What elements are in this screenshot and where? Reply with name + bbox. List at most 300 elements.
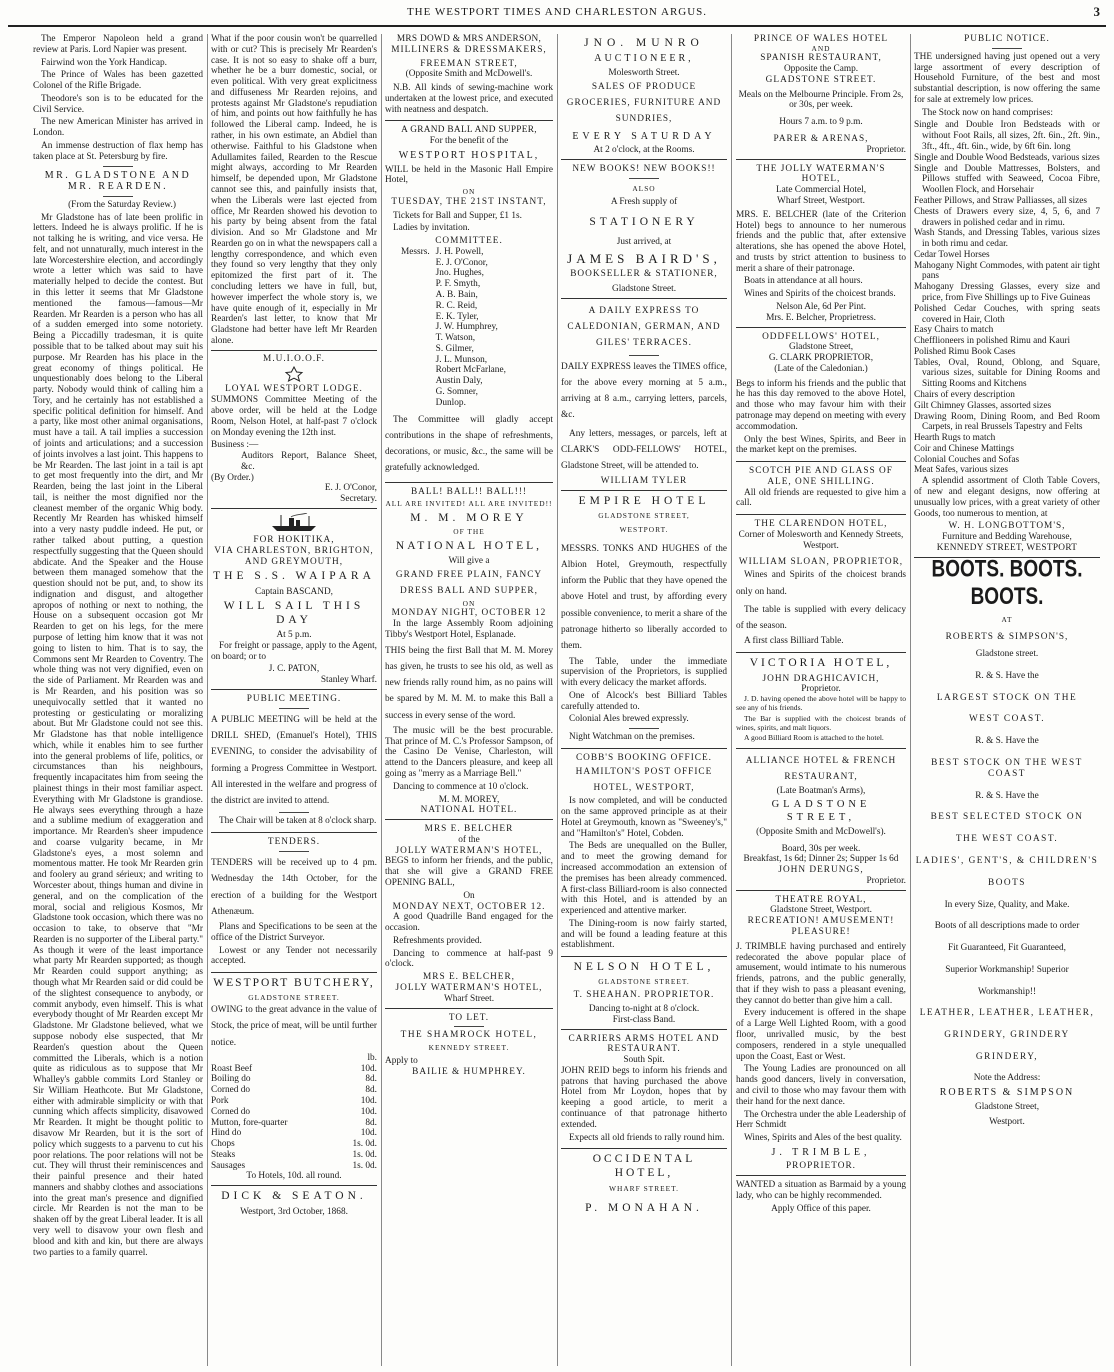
lodge-signer: E. J. O'Conor, [324,483,377,494]
price-item: Mutton, fore-quarter [211,1117,288,1128]
header-rule [8,25,1106,27]
alliance-prop: Proprietor. [866,875,906,886]
furniture-item: Single and Double Wood Bedsteads, various sizes [914,152,1100,163]
belcher-band: A good Quadrille Band engaged for the occasion. [385,912,553,934]
price-item: Sausages [211,1160,246,1171]
committee-names [436,247,506,409]
committee-member: J. H. Powell, [435,246,484,257]
furniture-item: Cedar Towel Horses [914,249,990,260]
price-value: 1s. 0d. [352,1160,377,1171]
price-value: 10d. [360,1128,377,1139]
committee-member: E. K. Tyler, [435,311,479,322]
steamer-destination: FOR HOKITIKA, [253,535,335,546]
boots-line: Workmanship!! [977,986,1037,997]
empire-ale: Colonial Ales brewed expressly. [569,714,689,725]
auctioneer-every: EVERY SATURDAY [572,130,716,142]
committee-messrs: Messrs. [401,246,430,257]
prince-title: PRINCE OF WALES HOTEL [753,34,889,44]
ball-benefit: For the benefit of the [429,136,509,147]
victoria-name: JOHN DRAGHICAVICH, [762,673,880,684]
brief: The Emperor Napoleon held a grand review at Paris. Lord Napier was present. [33,34,203,55]
price-value: 1s. 0d. [352,1149,377,1160]
boots-line: BEST STOCK ON THE WEST COAST [931,758,1083,779]
clarendon-title: THE CLARENDON HOTEL, [754,519,888,530]
belcher-date: MONDAY NEXT, OCTOBER 12. [392,901,546,912]
furniture-item: Gilt Chimney Glasses, assorted sizes [914,400,1052,411]
empire-hotel-ad [561,495,727,749]
divider [629,178,659,179]
furniture-item: Single and Double Iron Bedsteads with or without Foot Rails, all sizes, 2ft. 6in., 2ft. 9in., 3ft., 4ft., 4ft. 6in., wide, by 6ft 6in. long [914,120,1100,153]
books-supply: A Fresh supply of [610,197,678,208]
victoria-title: VICTORIA HOTEL, [749,657,893,670]
occidental-title: OCCIDENTAL HOTEL, [592,1153,696,1179]
morey-invited: ALL ARE INVITED! ALL ARE INVITED!! [385,499,553,509]
committee-member: R. C. Reid, [435,300,478,311]
prince-meals: Meals on the Melbourne Principle. From 2s, or 30s, per week. [738,89,904,111]
to-let-title: TO LET. [448,1012,490,1023]
theatre-title: THEATRE ROYAL, [775,894,867,905]
meeting-notice [211,694,377,833]
cobb-beds: The Beds are unequalled on the Buller, and to meet the growing demand for increased accommodation an extension of the premises has been already commenced. A first-class Billiard-room is also connected with this Hotel, and is attended by an experienced and attentive marker. [561,841,727,917]
committee-member: A. B. Bain, [435,290,478,301]
committee-member: Robert McFarlane, [435,365,506,376]
divider [279,851,309,852]
brief: An immense destruction of flax hemp has taken place at St. Petersburg by fire. [33,141,203,162]
morey-sign-hotel: NATIONAL HOTEL. [420,805,518,816]
butchery-hotels: To Hotels, 10d. all round. [246,1171,342,1182]
boots-line: THE WEST COAST. [955,834,1059,845]
hospital-ball-ad [385,125,553,482]
furniture-item: Drawing Room, Dining Room, and Bed Room Carpets, in real Brussels Tapestry and Felts [914,411,1100,433]
auctioneer-time: At 2 o'clock, at the Rooms. [593,145,695,156]
to-let-firm: BAILIE & HUMPHREY. [412,1066,526,1077]
lodge-notice [211,354,377,509]
belcher-title: MRS E. BELCHER [424,824,514,835]
tenders-lowest: Lowest or any Tender not necessarily accepted. [211,945,377,967]
butchery-street: GLADSTONE STREET. [248,992,340,1002]
belcher-sign: MRS E. BELCHER, [423,972,515,983]
tenders-notice [211,837,377,973]
empire-table: The Table, under the immediate supervision of the Proprietors, is supplied with every delicacy the market affords. [561,656,727,689]
clarendon-table: The table is supplied with every delicacy of the season. [736,604,906,632]
to-let-street: KENNEDY STREET. [428,1043,510,1053]
notice-trade: Furniture and Bedding Warehouse, [942,532,1072,543]
empire-title: EMPIRE HOTEL [578,495,710,508]
books-stationery: STATIONERY [589,216,699,229]
boots-line: WEST COAST. [968,714,1046,725]
books-arrived: Just arrived, at [616,237,672,248]
brief: The Prince of Wales has been gazetted Colonel of the Rifle Brigade. [33,70,203,92]
meeting-body: A PUBLIC MEETING will be held at the DRILL SHED, (Emanuel's Hotel), THIS EVENING, to consider the advisability of forming a Progress Committee in Westport. All interested in the welfare and progress of the district are invited to attend. [211,714,377,807]
carriers-spit: South Spit. [623,1055,665,1066]
victoria-prop: Proprietor. [801,684,841,695]
theatre-ladies: The Young Ladies are pronounced on all hands good dancers, lively in conversation, and civil to those who may favour them with their hand for the next dance. [736,1064,906,1107]
ball-title: A GRAND BALL AND SUPPER, [401,125,537,136]
pie-title: SCOTCH PIE AND GLASS OF ALE, ONE SHILLING. [749,466,893,487]
notice-closing: A splendid assortment of Cloth Table Covers, of new and elegant designs, now offering at unusually low prices, with a great variety of other Goods, too numerous to mention, at [914,476,1100,519]
price-item: Chops [211,1139,235,1150]
empire-town: WESTPORT. [619,525,669,535]
auctioneer-body: SALES OF PRODUCE GROCERIES, FURNITURE AND SUNDRIES, [566,81,722,125]
furniture-item: Meat Safes, various sizes [914,465,1008,476]
cobb-ad [561,753,727,957]
alliance-board: Board, 30s per week. [781,843,861,854]
divider [454,1026,484,1027]
milliners-street: FREEMAN STREET, [420,58,518,69]
boots-line: GRINDERY, [975,1051,1039,1062]
butchery-body: OWING to the great advance in the value of Stock, the price of meat, will be until further notice. [211,1005,377,1048]
committee-member: T. Watson, [435,333,476,344]
price-row [211,1096,377,1107]
rule [211,350,377,351]
price-value: 8d. [365,1085,377,1096]
committee-member: Dunlop. [435,397,466,408]
belcher-ball-ad [385,824,553,1009]
carriers-body: JOHN REID begs to inform his friends and patrons that having purchased the above Hotel from Mr Loydon, hopes that by keeping a good article, to merit a continuance of that patronage hitherto extended. [561,1065,727,1130]
steamer-captain: Captain BASCAND, [255,586,333,597]
belcher-of: of the [458,834,480,845]
nelson-dancing: Dancing to-night at 8 o'clock. [588,1003,700,1014]
butchery-title: WESTPORT BUTCHERY, [213,977,375,990]
boots-line: Boots of all descriptions made to order [934,921,1080,932]
morey-sign: M. M. MOREY, [438,794,500,805]
express-body: DAILY EXPRESS leaves the TIMES office, for the above every morning at 5 a.m., arriving at 8 a.m., carrying letters, parcels, &c. [561,361,727,421]
steamship-icon [269,513,319,533]
theatre-orchestra: The Orchestra under the able Leadership of Herr Schmidt [736,1109,906,1131]
morey-name: M. M. MOREY [410,512,528,525]
committee-member: E. J. O'Conor, [435,257,488,268]
furniture-item: Mahogany Night Commodes, with patent air tight pans [914,260,1100,282]
notice-stock: The Stock now on hand comprises: [922,107,1053,118]
divider [992,48,1022,49]
brief: Theodore's son is to be educated for the Civil Service. [33,93,203,115]
wanted-body: WANTED a situation as Barmaid by a young lady, who can be highly recommended. [736,1180,906,1202]
furniture-item: Single and Double Mattresses, Bolsters, and Pillows stuffed with Seaweed, Cocoa Fibre, Woollen Flock, and Horsehair [914,163,1100,196]
steamer-agent: J. C. PATON, [268,664,320,675]
scotch-pie-ad [736,466,906,515]
nelson-hotel-ad [561,961,727,1029]
books-name: JAMES BAIRD'S, [567,251,721,267]
column-1 [30,34,206,1368]
ball-on: ON [462,187,476,197]
page-number: 3 [1093,4,1100,19]
page-header [0,0,1114,24]
steamer-freight: For freight or passage, apply to the Agent, on board; or to [211,640,377,662]
committee-member: J. L. Munson, [435,354,488,365]
to-let-ad [385,1013,553,1078]
oddfellows-street: Gladstone Street, [788,342,854,353]
meeting-chair: The Chair will be taken at 8 o'clock sharp. [219,816,377,827]
boots-note: Note the Address: [973,1072,1041,1083]
belcher-body: BEGS to inform her friends, and the public, that she will give a GRAND FREE OPENING BALL, [385,856,553,888]
boots-line: LEATHER, LEATHER, LEATHER, [919,1008,1095,1019]
morey-dancing: Dancing to commence at 10 o'clock. [393,781,529,792]
belcher-refresh: Refreshments provided. [393,935,482,946]
express-letters: Any letters, messages, or parcels, left at CLARK'S ODD-FELLOWS' HOTEL, Gladstone Street, will be attended to. [561,428,727,472]
jolly-prop: Mrs. E. Belcher, Proprietress. [766,312,876,323]
committee-list [385,247,553,409]
column-5 [733,34,909,1368]
auctioneer-ad [561,37,727,160]
star-emblem-icon [283,366,305,382]
prince-and: AND [811,43,831,53]
boots-street: Gladstone street. [975,649,1039,660]
boots-at: AT [1001,614,1013,624]
boots-line: GRINDERY, GRINDERY [944,1030,1070,1041]
books-also: ALSO [632,183,656,193]
price-item: Steaks [211,1149,236,1160]
belcher-on: On [463,890,475,901]
empire-street: GLADSTONE STREET, [598,510,690,520]
steamer-notice [211,513,377,690]
price-value: 10d. [360,1063,377,1074]
morey-music: The music will be the best procurable. That prince of M. C.'s Professor Sampson, of the Casino De Venise, Charleston, will attend to the Dancers pleasure, and keep all going as "merry as a Marriage Bell." [385,725,553,779]
divider [103,166,133,167]
price-row [211,1139,377,1150]
alliance-name: JOHN DERUNGS, [778,865,864,876]
alliance-street: GLADSTONE STREET, [771,799,871,823]
price-item: Hind do [211,1128,242,1139]
lodge-business: Auditors Report, Balance Sheet, &c. [241,451,377,472]
meeting-title: PUBLIC MEETING. [246,694,342,705]
price-row [211,1128,377,1139]
price-value: 10d. [360,1096,377,1106]
lodge-order: M.U.I.O.O.F. [263,353,325,364]
clarendon-billiard: A first class Billiard Table. [744,636,844,647]
clarendon-corner: Corner of Molesworth and Kennedy Streets, Westport. [738,530,904,551]
masthead-title: THE WESTPORT TIMES AND CHARLESTON ARGUS. [406,6,708,18]
jolly-ale: Nelson Ale, 6d Per Pint. [776,301,866,312]
theatre-wines: Wines, Spirits and Ales of the best quality. [744,1133,902,1144]
nelson-prop: T. SHEAHAN. PROPRIETOR. [573,990,715,1001]
boots-address-street: Gladstone Street, [974,1102,1040,1113]
lodge-body: SUMMONS Committee Meeting of the above order, will be held at the Lodge Room, Nelson Hotel, at half-past 7 o'clock on Monday evening the 12th inst. [211,395,377,438]
price-item: Corned do [211,1085,250,1096]
committee-member: Austin Daly, [435,376,483,387]
oddfellows-ad [736,332,906,463]
oddfellows-late: (Late of the Caledonian.) [774,363,868,374]
furniture-item: Coir and Chinese Mattings [914,443,1014,454]
tenders-plans: Plans and Specifications to be seen at the office of the District Surveyor. [211,922,377,943]
nelson-street: GLADSTONE STREET. [598,976,690,986]
ball-tickets: Tickets for Ball and Supper, £1 1s. [393,210,522,221]
divider [103,196,133,197]
price-item: Corned do [211,1106,250,1117]
cobb-title: COBB'S BOOKING OFFICE. [575,753,713,764]
furniture-item: Tables, Oval, Round, Oblong, and Square, various sizes, suitable for Dining Rooms and Sitting Rooms and Kitchens [914,357,1100,390]
alliance-opp: (Opposite Smith and McDowell's). [756,826,886,837]
jolly-boats: Boats in attendance at all hours. [744,276,863,287]
boots-line: BEST SELECTED STOCK ON [930,812,1084,823]
nelson-band: First-class Band. [612,1014,676,1025]
notice-firm: W. H. LONGBOTTOM'S, [948,521,1066,532]
divider [629,355,659,356]
ball-contributions: The Committee will gladly accept contributions in the shape of refreshments, decorations, or music, &c., the same will be gratefully acknowledged. [385,414,553,474]
steamer-ship: THE S.S. WAIPARA [213,570,375,583]
milliners-body: N.B. All kinds of sewing-machine work undertaken at the lowest price, and executed with neatness and despatch. [385,83,553,115]
price-value: 10d. [360,1106,377,1117]
divider [279,812,309,813]
belcher-hotel: JOLLY WATERMAN'S HOTEL, [395,845,543,856]
empire-billiard: One of Alcock's best Billiard Tables carefully attended to. [561,690,727,712]
jolly-late: Late Commercial Hotel, [775,185,867,196]
price-list [211,1064,377,1172]
article-body: Mr Gladstone has of late been prolific in letters. Indeed he is always prolific. If he is not talking he is writing, and vice versa. He felt, and not unnaturally, much interest in the late Worcestershire election, and accordingly wrote a letter which was said to have materially helped to decide the contest. But in this letter it seems that Mr Gladstone mentioned the famous—famous—Mr Rearden. Mr Rearden is a person who has all of a sudden emerged into some notoriety. Being a Piccadilly tradesman, it is quite possible that to be talked about may suit his purpose. Mr Rearden has his place in the great economy of things political. He unquestionably does belong to the Liberal party. Nobody would think of calling him a Tory, and he certainly has not established a specific political definition for himself. And a party, like most other animal organisations, must have a tail. A tail implies a succession of joints and articulations; and a succession of joints involves a last joint. This happens to be Mr Rearden. The last joint in a tail is apt to get most frequently into the dirt, and Mr Rearden, being the last joint in the Liberal tail, is neither the most dignified nor the cleanest member of the organic Whig body. Recently Mr Rearden has whisked himself into a very nasty puddle indeed. He put, or rather talked about putting, a question respectfully suggesting that the Queen should abdicate. And the Speaker and the House between them managed somehow that the question should not be put, and, to show its indignation and disgust, and altogether apropos of nothing or next to nothing, the House on a subsequent occasion got Mr Rearden to get on his legs, for the mere purpose of letting him know that it was not going to listen to him. That is to say, the Commons sent Mr Rearden to Coventry. The whole thing was not very dignified, even on the side of Parliament. Mr Rearden was and is Mr Rearden, and his position was so unequivocally settled that it wanted no protesting or gesticulating or moralizing about. But Mr Gladstone could not see this. Mr Gladstone has that noble intelligence which, while it enables him to see further into the general problems of life, politics, or circumstances than his neighbours, frequently incapacitates him from seeing the plainest things in their most familiar aspect. Everything with Mr Gladstone is grandiose. He always sees everything through a haze and a sublime medium of exaggeration and importance. Mr Rearden's sheer impudence and coarse vulgarity became, in Mr Gladstone's eyes, a most solemn and momentous matter. He took Mr Rearden grin and foolery au grand sérieux; and writing to Worcester about, things human and divine in general, and on the complication of the moral, social and religious Kosmos, Mr Gladstone took occasion, which there was no occasion to take, to observe that "Mr Rearden is no supporter of the Liberal party." As though it were of the least importance what party Mr Rearden supported; as though Mr Rearden could support anything; as though what Mr Rearden said or did could be of the slightest consequence to anybody, or commit anybody, even himself. This is what everybody thought of Mr Rearden except Mr Gladstone. Mr Gladstone believed, what we suppose nobody else suspected, that Mr Rearden's question about the Queen committed the Liberals, which is a notion quite as ridiculous as to suppose that Mr Whalley's gabble commits Lord Stanley or Sir William Heathcote. But Mr Gladstone, either with admirable simplicity or with that cunning which affects simplicity, disavowed Mr Rearden. It might be thought politic to disavow Mr Rearden, but it is the sort of policy which suggests to a parvenu to cut his poor relations. The poor relations will not be cut. They will thrust their reminiscences and their painful presence and their hated manners and shabby clothes and associations into the great man's presence and dignified circle. Mr Rearden is not the man to be shaken off by the great Liberal leader. It is all very well to disavow your own flesh and blood and kith and kin, but there are always two parties to a family quarrel. [33,212,203,1258]
brief: The new American Minister has arrived in London. [33,117,203,139]
price-value: 1s. 0d. [352,1139,377,1150]
oddfellows-body: Begs to inform his friends and the public that he has this day removed to the above Hotel, and those who may favour him with their patronage may depend on meeting with every accommodation. [736,378,906,432]
article-title: MR. GLADSTONE AND MR. REARDEN. [44,169,192,193]
jolly-body: MRS. E. BELCHER (late of the Criterion Hotel) begs to announce to her numerous friends and the public that, after extensive alterations, she has opened the above Hotel, and trusts by strict attention to business to merit a share of their patronage. [736,209,906,274]
boots-line: Fit Guaranteed, Fit Guaranteed, [948,943,1066,954]
milliners-title: MRS DOWD & MRS ANDERSON, [396,34,542,44]
price-value: 8d. [365,1117,377,1128]
nelson-title: NELSON HOTEL, [573,961,715,974]
furniture-item: Chests of Drawers every size, 4, 5, 6, and 7 drawers in polished cedar and in rimu. [914,206,1100,228]
tenders-title: TENDERS. [267,837,321,848]
boots-line: Superior Workmanship! Superior [945,964,1069,975]
morey-body: THIS being the first Ball that M. M. Morey has given, he trusts to see his old, as well as new friends rally round him, as no pains will be spared by M. M. M. to make this Ball a success in every sense of the word. [385,645,553,721]
boots-title: BOOTS. BOOTS. BOOTS. [931,556,1083,610]
victoria-body: J. D. having opened the above hotel will be happy to see any of his friends. [736,694,906,712]
committee-member: J. W. Humphrey, [435,322,498,333]
ball-body: WILL be held in the Masonic Hall Empire Hotel, [385,164,553,186]
prince-prop-title: Proprietor. [866,144,906,155]
oddfellows-prop: G. CLARK PROPRIETOR, [768,353,874,364]
oddfellows-wines: Only the best Wines, Spirits, and Beer in the market kept on the premises. [736,434,906,456]
brief: Fairwind won the York Handicap. [41,57,168,68]
wanted-ad [736,1180,906,1214]
empire-body: MESSRS. TONKS AND HUGHES of the Albion Hotel, Greymouth, respectfully inform the Public that they have opened the above Hotel and trust, by affording every possible convenience, to merit a share of the patronage hitherto so liberally accorded to them. [561,543,727,652]
alliance-late: (Late Boatman's Arms), [776,785,866,796]
notice-title: PUBLIC NOTICE. [964,34,1050,44]
morey-event: GRAND FREE PLAIN, FANCY DRESS BALL AND SUPPER, [395,570,543,597]
milliners-trade: MILLINERS & DRESSMAKERS, [391,44,547,55]
boots-line: LARGEST STOCK ON THE [936,692,1078,703]
furniture-item: Hearth Rugs to match [914,433,996,444]
morey-room: In the large Assembly Room adjoining Tibby's Westport Hotel, Esplanade. [385,618,553,640]
boots-line: R. & S. Have the [975,790,1039,801]
price-item: Pork [211,1096,229,1106]
ball-date: TUESDAY, THE 21ST INSTANT, [391,196,547,207]
jolly-wines: Wines and Spirits of the choicest brands. [744,289,896,300]
occidental-street: WHARF STREET. [609,1183,679,1193]
divider [629,728,659,729]
prince-prop: PARER & ARENAS, [773,134,869,145]
carriers-expects: Expects all old friends to rally round him. [569,1132,725,1143]
furniture-item: Chairs of every description [914,390,1015,400]
steamer-wharf: Stanley Wharf. [320,675,377,686]
prince-of-wales-ad [736,34,906,160]
theatre-royal-ad [736,895,906,1177]
butchery-ad [211,977,377,1217]
boots-line: R. & S. Have the [975,736,1039,747]
price-row [211,1150,377,1161]
boots-lines [914,671,1100,1063]
boots-address-firm: ROBERTS & SIMPSON [939,1086,1075,1098]
furniture-item: Polished Rimu Book Cases [914,346,1016,357]
boots-address-town: Westport. [989,1116,1025,1127]
books-street: Gladstone Street. [611,283,677,294]
notice-street: KENNEDY STREET, WESTPORT [936,542,1078,553]
butchery-date: Westport, 3rd October, 1868. [240,1206,348,1217]
occidental-hotel-ad [561,1153,727,1215]
express-title: A DAILY EXPRESS TO CALEDONIAN, GERMAN, AND GILES' TERRACES. [567,305,721,349]
theatre-recreation: RECREATION! AMUSEMENT! PLEASURE! [747,916,895,938]
books-ad [561,164,727,299]
milliners-opposite: (Opposite Smith and McDowell's. [405,69,533,80]
boots-line: R. & S. Have the [975,670,1039,681]
alliance-title: ALLIANCE HOTEL & FRENCH RESTAURANT, [745,756,897,783]
furniture-notice [914,34,1100,558]
price-row [211,1161,377,1172]
steamer-sail: WILL SAIL THIS DAY [223,600,365,626]
alliance-meals: Breakfast, 1s 6d; Dinner 2s; Supper 1s 6d [743,854,899,865]
furniture-list [914,120,1100,476]
morey-ball-ad [385,487,553,820]
prince-hours: Hours 7 a.m. to 9 p.m. [779,117,863,128]
victoria-hotel-ad [736,657,906,749]
steamer-route-2: AND GREYMOUTH, [244,556,344,567]
lodge-name: LOYAL WESTPORT LODGE. [225,384,363,395]
morey-hotel: NATIONAL HOTEL, [395,539,543,552]
column-6 [911,34,1103,1368]
price-row [211,1074,377,1085]
article-source: (From the Saturday Review.) [68,199,176,210]
article-continued: What if the poor cousin won't be quarrelled with or cut? This is precisely Mr Rearden's case. It is not so easy to shake off a burr, whether he be a burr domestic, social, or even political. With very great explicitness and diffuseness Mr Rearden rejoins, and protests against Mr Gladstone's repudiation of him, and points out how faithfully he has followed the Liberal camp. Indeed, he is rather, in his own estimate, an Abdiel than otherwise. Faithful to his Gladstone when Adullamites failed, Rearden to the Rescue might always, according to Mr Rearden himself, be depended upon, Mr Gladstone cannot see this, and painfully insists that, when the Liberals were last ejected from office, Mr Rearden showed his devotion to his party by being absent from the fatal division. And so Mr Gladstone and Mr Rearden go on in what the newspapers call a lengthy correspondence, and which even they found so very lengthy that they only epitomized the first part of it. The concluding letters we have in full, but, however imperfect the whole story is, we have quite enough of it, especially in Mr Rearden's last letter, to know that Mr Gladstone had better have left Mr Rearden alone. [211,34,377,346]
theatre-prop: PROPRIETOR. [786,1161,856,1172]
oddfellows-title: ODDFELLOWS' HOTEL, [762,331,880,342]
committee-member: Jno. Hughes, [435,268,484,279]
boots-firm: ROBERTS & SIMPSON'S, [945,632,1069,643]
theatre-street: Gladstone Street, Westport. [770,905,872,916]
furniture-item: Colonial Couches and Sofas [914,454,1020,465]
price-row [211,1085,377,1096]
committee-member: G. Somner, [435,387,478,398]
belcher-wharf: Wharf Street. [443,993,495,1004]
price-item: Boiling do [211,1074,251,1085]
auctioneer-trade: AUCTIONEER, [594,53,694,65]
belcher-commence: Dancing to commence at half-past 9 o'clock. [385,948,553,970]
cobb-body: Is now completed, and will be conducted on the same approved principle as at their Hotel at Greymouth, known as "Sweeney's," and "Hamilton's" Hotel, Cobden. [561,796,727,839]
price-row [211,1107,377,1118]
ball-ladies: Ladies by invitation. [393,223,470,234]
jolly-waterman-ad [736,164,906,328]
victoria-billiard: A good Billiard Room is attached to the hotel. [744,733,884,743]
cobb-hotel: HAMILTON'S POST OFFICE HOTEL, WESTPORT, [575,766,713,794]
prince-street: GLADSTONE STREET. [765,74,877,85]
jolly-street: Wharf Street, Westport. [777,195,865,206]
theatre-every: Every inducement is offered in the shape of a Large Well Lighted Room, with a good floor, unrivalled music, by the best composers, rendered in a style unequalled upon the Coast, East or West. [736,1008,906,1062]
divider [279,708,309,709]
alliance-hotel-ad [736,753,906,891]
committee-member: S. Gilmer, [435,343,474,354]
morey-date: MONDAY NIGHT, OCTOBER 12 [391,608,547,619]
committee-member: P. F. Smyth, [435,279,481,290]
steamer-time: At 5 p.m. [276,630,312,641]
ball-hospital: WESTPORT HOSPITAL, [398,150,540,162]
morey-of: OF THE [453,527,485,537]
cobb-dining: The Dining-room is now fairly started, and will be found a leading feature at this establishment. [561,918,727,951]
clarendon-prop: WILLIAM SLOAN, PROPRIETOR, [738,556,904,567]
boots-ad [914,556,1100,1128]
butchery-unit: lb. [367,1052,377,1063]
to-let-apply: Apply to [385,1055,418,1066]
wanted-apply: Apply Office of this paper. [771,1203,871,1214]
price-row [211,1064,377,1075]
column-4 [558,34,730,1368]
express-sign: WILLIAM TYLER [600,476,688,487]
